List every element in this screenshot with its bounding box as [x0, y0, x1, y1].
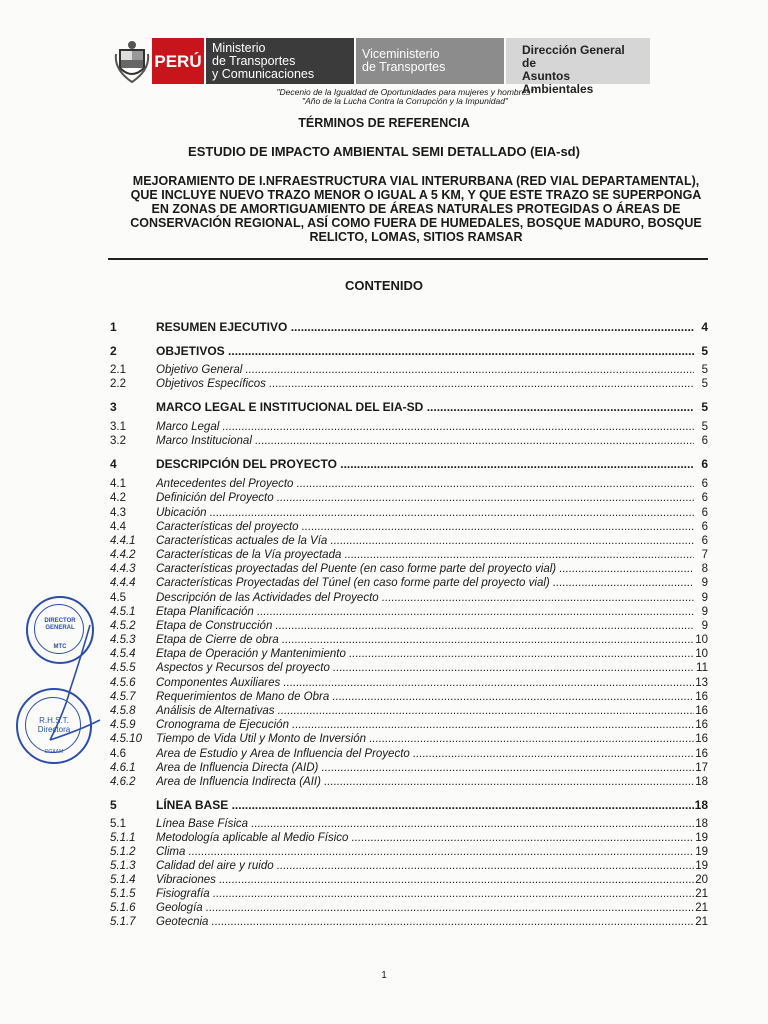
toc-entry	[110, 648, 708, 663]
toc-entry	[110, 916, 708, 931]
document-subtitle: ESTUDIO DE IMPACTO AMBIENTAL SEMI DETALLADO (EIA-sd)	[188, 144, 580, 159]
toc-page: 19	[695, 846, 708, 858]
toc-entry	[110, 549, 708, 564]
toc-page: 9	[701, 592, 708, 604]
toc-number: 5.1.5	[110, 888, 136, 900]
toc-title: RESUMEN EJECUTIVO .....	[156, 320, 694, 334]
toc-page: 5	[701, 364, 708, 376]
toc-title: Calidad del aire y ruido .....	[156, 860, 694, 872]
toc-number: 2	[110, 344, 117, 358]
toc-number: 4.5	[110, 592, 126, 604]
toc-page: 13	[695, 677, 708, 689]
toc-title: DESCRIPCIÓN DEL PROYECTO .....	[156, 457, 694, 471]
toc-entry	[110, 776, 708, 791]
toc-page: 6	[701, 435, 708, 447]
toc-entry	[110, 364, 708, 379]
toc-entry	[110, 902, 708, 917]
toc-number: 4.4.1	[110, 535, 136, 547]
toc-entry	[110, 888, 708, 903]
toc-number: 5.1.6	[110, 902, 136, 914]
toc-page: 7	[701, 549, 708, 561]
toc-number: 5.1.4	[110, 874, 136, 886]
toc-number: 5.1	[110, 818, 126, 830]
toc-number: 4.5.7	[110, 691, 136, 703]
toc-entry	[110, 705, 708, 720]
toc-number: 4.3	[110, 507, 126, 519]
toc-number: 4.4.4	[110, 577, 136, 589]
toc-title: Ubicación .....	[156, 507, 694, 519]
viceministry-block: Viceministerio de Transportes	[356, 38, 504, 84]
toc-entry	[110, 344, 708, 359]
document-title: TÉRMINOS DE REFERENCIA	[298, 116, 470, 130]
toc-page: 5	[701, 421, 708, 433]
toc-number: 5.1.1	[110, 832, 136, 844]
project-title: MEJORAMIENTO DE I.NFRAESTRUCTURA VIAL INTERURBANA (RED VIAL DEPARTAMENTAL), QUE INCLUYE NUEVO TRAZO MENOR O IGUAL A 5 KM, Y QUE ESTE TRAZO SE SUPERPONGA EN ZONAS DE AMORTIGUAMIENTO DE ÁREAS NATURALES PROTEGIDAS O ÁREAS DE CONSERVACIÓN REGIONAL, ASÍ COMO FUERA DE HUMEDALES, BOSQUE MADURO, BOSQUE RELICTO, LOMAS, SITIOS RAMSAR	[130, 174, 702, 244]
toc-title: MARCO LEGAL E INSTITUCIONAL DEL EIA-SD .....	[156, 400, 694, 414]
toc-number: 4	[110, 457, 117, 471]
toc-number: 4.6.1	[110, 762, 136, 774]
toc-title: Clima .....	[156, 846, 694, 858]
toc-entry	[110, 846, 708, 861]
toc-entry	[110, 421, 708, 436]
toc-entry	[110, 860, 708, 875]
toc-entry	[110, 634, 708, 649]
toc-entry	[110, 457, 708, 472]
toc-title: Marco Legal .....	[156, 421, 694, 433]
toc-page: 20	[695, 874, 708, 886]
toc-title: Etapa Planificación .....	[156, 606, 694, 618]
toc-entry	[110, 733, 708, 748]
slogan-line-2: "Año de la Lucha Contra la Corrupción y la Impunidad"	[302, 96, 508, 106]
toc-page: 6	[701, 535, 708, 547]
toc-page: 16	[695, 748, 708, 760]
toc-page: 9	[701, 606, 708, 618]
toc-page: 21	[695, 916, 708, 928]
ministry-block: Ministerio de Transportes y Comunicaciones	[206, 38, 354, 84]
toc-title: Área de Influencia Directa (AID) .....	[156, 762, 694, 774]
toc-entry	[110, 492, 708, 507]
toc-title: Etapa de Construcción .....	[156, 620, 694, 632]
toc-entry	[110, 400, 708, 415]
toc-page: 21	[695, 888, 708, 900]
toc-entry	[110, 762, 708, 777]
toc-title: Área de Influencia Indirecta (AII) .....	[156, 776, 694, 788]
toc-page: 17	[695, 762, 708, 774]
toc-page: 6	[701, 478, 708, 490]
toc-title: Objetivos Específicos .....	[156, 378, 694, 390]
toc-title: Marco Institucional .....	[156, 435, 694, 447]
toc-number: 5.1.3	[110, 860, 136, 872]
toc-number: 4.4	[110, 521, 126, 533]
toc-entry	[110, 435, 708, 450]
toc-number: 4.1	[110, 478, 126, 490]
toc-page: 8	[701, 563, 708, 575]
toc-title: Línea Base Física .....	[156, 818, 694, 830]
toc-entry	[110, 748, 708, 763]
toc-title: Metodología aplicable al Medio Físico .....	[156, 832, 694, 844]
toc-entry	[110, 507, 708, 522]
toc-entry	[110, 832, 708, 847]
toc-number: 5.1.7	[110, 916, 136, 928]
toc-page: 10	[695, 634, 708, 646]
toc-title: Características del proyecto .....	[156, 521, 694, 533]
toc-title: Características Proyectadas del Túnel (en caso forme parte del proyecto vial) .....	[156, 577, 694, 589]
toc-entry	[110, 521, 708, 536]
toc-title: Etapa de Operación y Mantenimiento .....	[156, 648, 694, 660]
toc-number: 5	[110, 798, 117, 812]
toc-title: Análisis de Alternativas .....	[156, 705, 694, 717]
toc-title: LÍNEA BASE .....	[156, 798, 694, 812]
toc-entry	[110, 320, 708, 335]
toc-entry	[110, 606, 708, 621]
toc-title: Área de Estudio y Área de Influencia del Proyecto .....	[156, 748, 694, 760]
toc-entry	[110, 691, 708, 706]
toc-page: 19	[695, 832, 708, 844]
toc-page: 5	[701, 378, 708, 390]
toc-page: 6	[701, 457, 708, 471]
toc-page: 11	[696, 662, 708, 674]
toc-page: 16	[695, 691, 708, 703]
toc-number: 4.5.8	[110, 705, 136, 717]
toc-page: 4	[701, 320, 708, 334]
contents-heading: CONTENIDO	[345, 278, 423, 293]
signature-icon	[20, 620, 120, 760]
toc-page: 5	[701, 344, 708, 358]
toc-title: Antecedentes del Proyecto .....	[156, 478, 694, 490]
toc-page: 18	[695, 776, 708, 788]
toc-title: Fisiografía .....	[156, 888, 694, 900]
toc-entry	[110, 798, 708, 813]
toc-title: Objetivo General .....	[156, 364, 694, 376]
toc-number: 4.6	[110, 748, 126, 760]
toc-number: 4.5.10	[110, 733, 142, 745]
toc-number: 5.1.2	[110, 846, 136, 858]
toc-entry	[110, 378, 708, 393]
toc-title: Definición del Proyecto .....	[156, 492, 694, 504]
toc-page: 16	[695, 705, 708, 717]
toc-page: 18	[695, 818, 708, 830]
toc-title: Vibraciones .....	[156, 874, 694, 886]
toc-page: 6	[701, 492, 708, 504]
slogan-line-1: "Decenio de la Igualdad de Oportunidades para mujeres y hombres"	[276, 87, 534, 97]
toc-page: 6	[701, 507, 708, 519]
official-stamp: DIRECTOR GENERAL MTC	[26, 596, 94, 664]
toc-title: Geología .....	[156, 902, 694, 914]
toc-title: Características proyectadas del Puente (en caso forme parte del proyecto vial) .....	[156, 563, 694, 575]
toc-number: 4.5.4	[110, 648, 136, 660]
toc-number: 3	[110, 400, 117, 414]
toc-number: 4.5.2	[110, 620, 136, 632]
divider	[108, 258, 708, 260]
toc-page: 21	[695, 902, 708, 914]
toc-page: 16	[695, 733, 708, 745]
toc-entry	[110, 662, 708, 677]
toc-number: 4.6.2	[110, 776, 136, 788]
toc-title: Descripción de las Actividades del Proyecto .....	[156, 592, 694, 604]
toc-page: 5	[701, 400, 708, 414]
toc-entry	[110, 677, 708, 692]
toc-page: 18	[694, 798, 708, 812]
page-number: 1	[381, 970, 387, 981]
toc-number: 3.2	[110, 435, 126, 447]
toc-number: 3.1	[110, 421, 126, 433]
toc-entry	[110, 818, 708, 833]
toc-title: Requerimientos de Mano de Obra .....	[156, 691, 694, 703]
toc-entry	[110, 478, 708, 493]
toc-title: Características actuales de la Vía .....	[156, 535, 694, 547]
toc-title: Aspectos y Recursos del proyecto .....	[156, 662, 694, 674]
toc-entry	[110, 874, 708, 889]
toc-number: 4.5.1	[110, 606, 136, 618]
toc-entry	[110, 535, 708, 550]
toc-number: 4.5.3	[110, 634, 136, 646]
toc-entry	[110, 719, 708, 734]
toc-number: 4.4.3	[110, 563, 136, 575]
toc-page: 9	[701, 577, 708, 589]
directorate-block: Dirección General de Asuntos Ambientales	[506, 38, 650, 84]
toc-number: 2.1	[110, 364, 126, 376]
toc-number: 1	[110, 320, 117, 334]
toc-number: 4.2	[110, 492, 126, 504]
toc-entry	[110, 577, 708, 592]
toc-page: 10	[695, 648, 708, 660]
toc-title: Componentes Auxiliares .....	[156, 677, 694, 689]
toc-page: 16	[695, 719, 708, 731]
toc-number: 4.5.6	[110, 677, 136, 689]
toc-entry	[110, 620, 708, 635]
toc-page: 9	[701, 620, 708, 632]
toc-title: Cronograma de Ejecución .....	[156, 719, 694, 731]
toc-title: OBJETIVOS .....	[156, 344, 694, 358]
toc-title: Tiempo de Vida Útil y Monto de Inversión .....	[156, 733, 694, 745]
peru-coat-of-arms-icon	[114, 40, 150, 84]
toc-number: 4.5.9	[110, 719, 136, 731]
toc-page: 19	[695, 860, 708, 872]
toc-number: 2.2	[110, 378, 126, 390]
toc-number: 4.4.2	[110, 549, 136, 561]
toc-title: Etapa de Cierre de obra .....	[156, 634, 694, 646]
toc-number: 4.5.5	[110, 662, 136, 674]
toc-entry	[110, 563, 708, 578]
toc-title: Geotecnia .....	[156, 916, 694, 928]
toc-title: Características de la Vía proyectada .....	[156, 549, 694, 561]
toc-page: 6	[701, 521, 708, 533]
peru-brand-block: PERÚ	[152, 38, 204, 84]
toc-entry	[110, 592, 708, 607]
official-stamp-2: R.H.S.T. Directora DGAAM	[16, 688, 92, 764]
